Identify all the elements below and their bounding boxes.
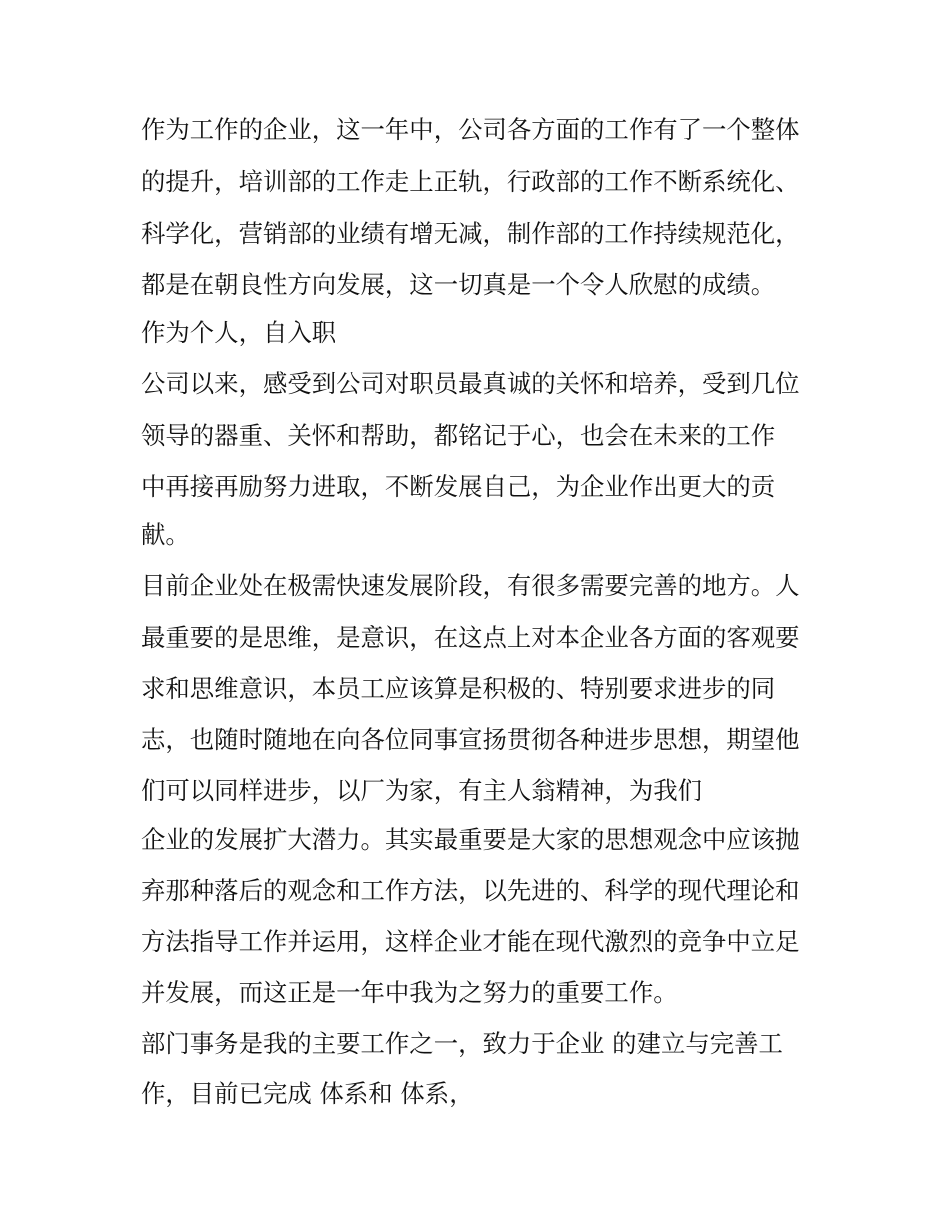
text-line: 企业的发展扩大潜力。其实最重要是大家的思想观念中应该抛 [141,825,800,854]
text-line: 作为工作的企业，这一年中，公司各方面的工作有了一个整体 [141,115,800,144]
text-line: 最重要的是思维，是意识，在这点上对本企业各方面的客观要 [141,623,800,652]
text-line: 方法指导工作并运用，这样企业才能在现代激烈的竞争中立足 [141,927,800,956]
text-line: 献。 [141,520,190,549]
text-line: 都是在朝良性方向发展，这一切真是一个令人欣慰的成绩。 [141,270,776,299]
text-line: 科学化，营销部的业绩有增无减，制作部的工作持续规范化， [141,219,800,248]
text-line: 作为个人，自入职 [141,318,337,347]
text-line: 作，目前已完成 体系和 体系， [141,1079,474,1108]
text-line: 志，也随时随地在向各位同事宣扬贯彻各种进步思想，期望他 [141,725,800,754]
text-line: 部门事务是我的主要工作之一，致力于企业 的建立与完善工 [141,1029,783,1058]
text-line: 的提升，培训部的工作走上正轨，行政部的工作不断系统化、 [141,167,800,196]
text-line: 中再接再励努力进取，不断发展自己，为企业作出更大的贡 [141,472,776,501]
text-line: 目前企业处在极需快速发展阶段，有很多需要完善的地方。人 [141,571,800,600]
text-line: 求和思维意识，本员工应该算是积极的、特别要求进步的同 [141,674,776,703]
text-line: 并发展，而这正是一年中我为之努力的重要工作。 [141,978,678,1007]
text-line: 们可以同样进步，以厂为家，有主人翁精神，为我们 [141,776,702,805]
text-line: 公司以来，感受到公司对职员最真诚的关怀和培养，受到几位 [141,369,800,398]
text-line: 领导的器重、关怀和帮助，都铭记于心，也会在未来的工作 [141,421,776,450]
text-line: 弃那种落后的观念和工作方法，以先进的、科学的现代理论和 [141,876,800,905]
